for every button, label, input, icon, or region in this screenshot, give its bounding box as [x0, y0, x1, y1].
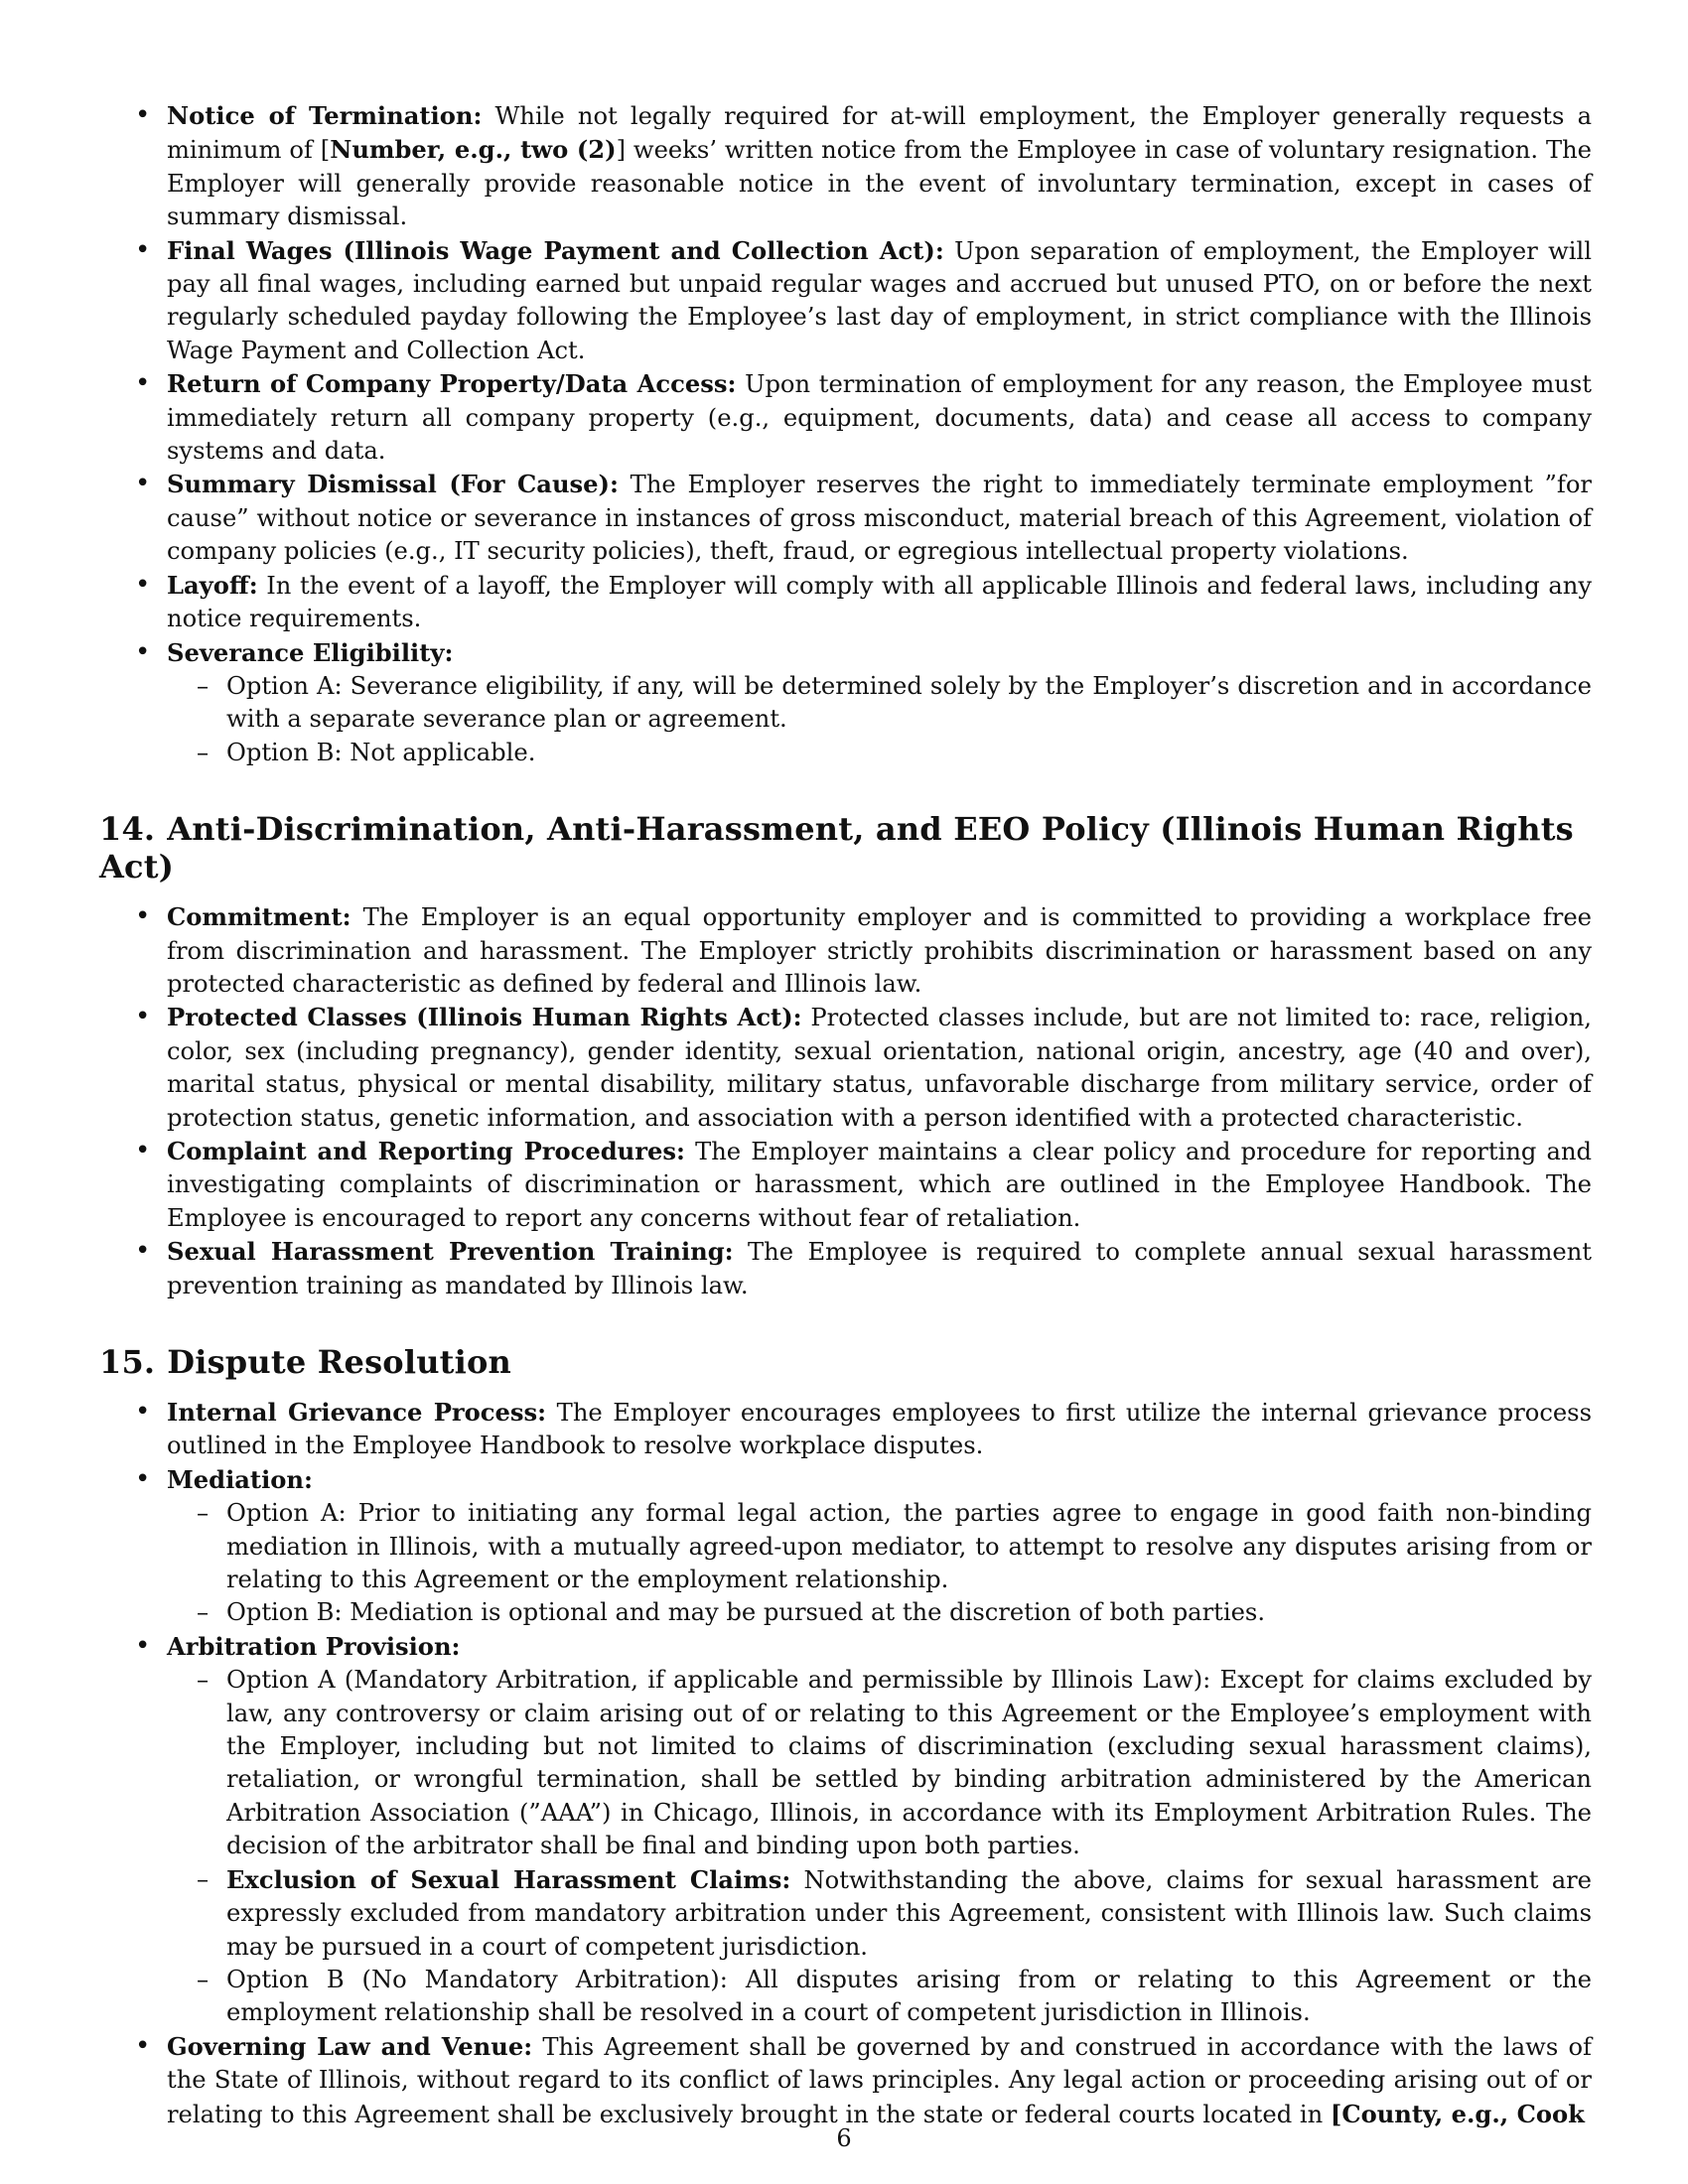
text-run: Option B (No Mandatory Arbitration): All disputes arising from or relating to this Agreement or the employment relationship shall be resolved in a court of competent jurisdiction in Illinois. — [226, 1965, 1592, 2027]
list-item — [167, 900, 1592, 1001]
list-item — [167, 99, 1592, 234]
text-run: Option B: Mediation is optional and may be pursued at the discretion of both parties. — [226, 1598, 1266, 1627]
termination-list — [99, 99, 1592, 769]
list-item — [167, 1235, 1592, 1302]
text-run: The Employer reserves the right to immediately terminate employment ”for cause” without notice or severance in instances of gross misconduct, material breach of this Agreement, violation of company policies (e.g., IT security policies), theft, fraud, or egregious intellectual property violations. — [167, 471, 1592, 566]
sub-list-item — [226, 1964, 1592, 2030]
section-14-heading: 14. Anti-Discrimination, Anti-Harassment, and EEO Policy (Illinois Human Rights Act) — [99, 810, 1574, 887]
text-run: The Employer encourages employees to first utilize the internal grievance process outlined in the Employee Handbook to resolve workplace disputes. — [167, 1399, 1592, 1460]
text-run: Option A: Severance eligibility, if any, will be determined solely by the Employer’s discretion and in accordance with a separate severance plan or agreement. — [226, 671, 1592, 734]
sub-list — [167, 1497, 1592, 1630]
text-run: Exclusion of Sexual Harassment Claims: — [226, 1864, 791, 1894]
text-run: Notwithstanding the above, claims for sexual harassment are expressly excluded from mandatory arbitration under this Agreement, consistent with Illinois law. Such claims may be pursued in a court of competent jurisdiction. — [226, 1865, 1592, 1961]
text-run: The Employee is required to complete annual sexual harassment prevention training as mandated by Illinois law. — [167, 1238, 1592, 1299]
sub-list-item — [226, 1664, 1592, 1862]
item-heading: Governing Law and Venue: — [167, 2031, 533, 2061]
list-item — [167, 636, 1592, 770]
text-run: Protected classes include, but are not limited to: race, religion, color, sex (including pregnancy), gender identity, sexual orientation, national origin, ancestry, age (40 and over), marital status, physical or mental disability, military status, unfavorable discharge from military service, order of protection status, genetic information, and association with a person identified with a protected characteristic. — [167, 1004, 1592, 1132]
text-run: This Agreement shall be governed by and construed in accordance with the laws of the State of Illinois, without regard to its conflict of laws principles. Any legal action or proceeding arising out of or relating to this Agreement shall be exclusively brought in the state or federal courts located in — [167, 2032, 1592, 2128]
text-run: While not legally required for at-will employment, the Employer generally requests a minimum of [ — [167, 102, 1592, 165]
list-item — [167, 1463, 1592, 1630]
text-run: Option B: Not applicable. — [226, 738, 536, 766]
page-number: 6 — [836, 2124, 852, 2152]
text-run: In the event of a layoff, the Employer will comply with all applicable Illinois and federal laws, including any notice requirements. — [167, 571, 1592, 633]
sub-list-item — [226, 670, 1592, 737]
sub-list — [167, 1664, 1592, 2029]
section-15-heading: 15. Dispute Resolution — [99, 1343, 512, 1381]
text-run: ] weeks’ written notice from the Employee in case of voluntary resignation. The Employer will generally provide reasonable notice in the event of involuntary termination, except in cases of summary dismissal. — [167, 136, 1592, 231]
sub-list-item — [226, 1596, 1592, 1629]
section-14-list — [99, 900, 1592, 1302]
item-heading: Internal Grievance Process: — [167, 1398, 547, 1427]
section-15-list — [99, 1396, 1592, 2131]
list-item — [167, 367, 1592, 468]
item-heading: Mediation: — [167, 1464, 313, 1494]
item-heading: Arbitration Provision: — [167, 1631, 461, 1661]
list-item — [167, 468, 1592, 568]
text-run: The Employer is an equal opportunity employer and is committed to providing a workplace free from discrimination and harassment. The Employer strictly prohibits discrimination or harassment based on any protected characteristic as defined by federal and Illinois law. — [167, 903, 1592, 998]
sub-list-item — [226, 1863, 1592, 1964]
sub-list-item — [226, 1497, 1592, 1596]
item-heading: Commitment: — [167, 902, 352, 932]
list-item — [167, 569, 1592, 636]
list-item — [167, 2030, 1592, 2131]
sub-list-item — [226, 737, 1592, 769]
list-item — [167, 1630, 1592, 2030]
item-heading: Protected Classes (Illinois Human Rights Act): — [167, 1003, 802, 1032]
text-run: [County, e.g., Cook — [1330, 2099, 1585, 2128]
item-heading: Notice of Termination: — [167, 101, 483, 130]
item-heading: Severance Eligibility: — [167, 637, 454, 667]
text-run: Upon separation of employment, the Employer will pay all final wages, including earned but unpaid regular wages and accrued but unused PTO, on or before the next regularly scheduled payday following the Employee’s last day of employment, in strict compliance with the Illinois Wage Payment and Collection Act. — [167, 236, 1592, 364]
text-run: Number, e.g., two (2) — [330, 135, 617, 165]
item-heading: Return of Company Property/Data Access: — [167, 369, 737, 399]
list-item — [167, 234, 1592, 368]
item-heading: Summary Dismissal (For Cause): — [167, 470, 619, 499]
list-item — [167, 1396, 1592, 1463]
sub-list — [167, 670, 1592, 769]
text-run: Option A (Mandatory Arbitration, if applicable and permissible by Illinois Law): Except for claims excluded by law, any controversy or claim arising out of or relating to this Agreement or the Employee’s employment with the Employer, including but not limited to claims of discrimination (excluding sexual harassment claims), retaliation, or wrongful termination, shall be settled by binding arbitration administered by the American Arbitration Association (”AAA”) in Chicago, Illinois, in accordance with its Employment Arbitration Rules. The decision of the arbitrator shall be final and binding upon both parties. — [226, 1666, 1592, 1860]
item-heading: Layoff: — [167, 570, 258, 600]
item-heading: Sexual Harassment Prevention Training: — [167, 1237, 734, 1267]
item-heading: Final Wages (Illinois Wage Payment and Collection Act): — [167, 235, 944, 265]
text-run: The Employer maintains a clear policy and procedure for reporting and investigating complaints of discrimination or harassment, which are outlined in the Employee Handbook. The Employee is encouraged to report any concerns without fear of retaliation. — [167, 1137, 1592, 1232]
list-item — [167, 1001, 1592, 1135]
text-run: Upon termination of employment for any reason, the Employee must immediately return all company property (e.g., equipment, documents, data) and cease all access to company systems and data. — [167, 370, 1592, 466]
text-run: Option A: Prior to initiating any formal legal action, the parties agree to engage in good faith non-binding mediation in Illinois, with a mutually agreed-upon mediator, to attempt to resolve any disputes arising from or relating to this Agreement or the employment relationship. — [226, 1499, 1592, 1594]
item-heading: Complaint and Reporting Procedures: — [167, 1136, 685, 1165]
list-item — [167, 1135, 1592, 1235]
document-page — [99, 99, 1592, 2131]
